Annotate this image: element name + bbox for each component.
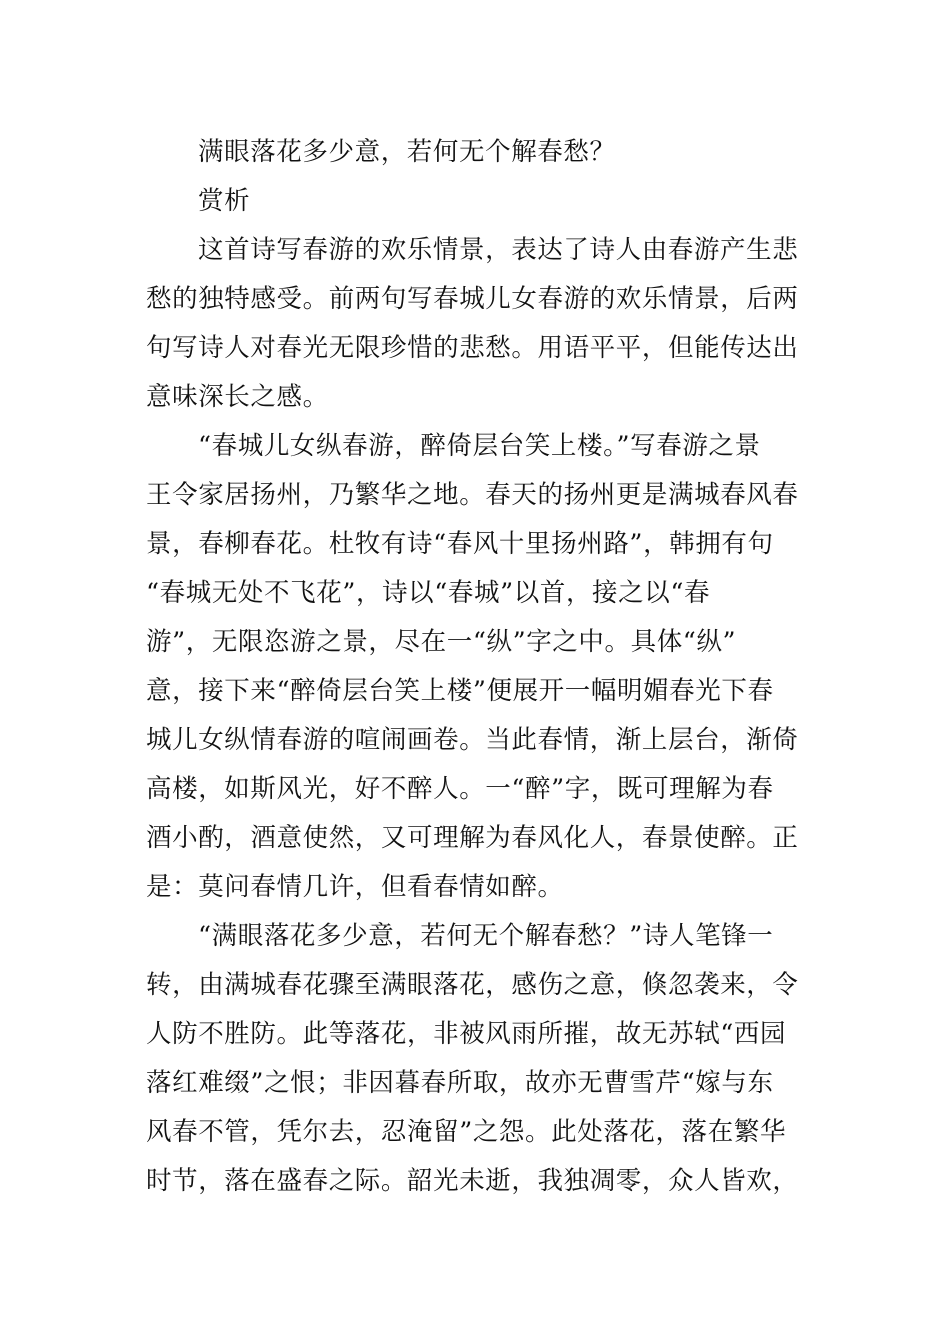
text-line: 愁的独特感受。前两句写春城儿女春游的欢乐情景，后两: [146, 284, 799, 314]
text-line: 风春不管，凭尔去，忍淹留”之怨。此处落花，落在繁华: [146, 1117, 787, 1147]
text-line: 这首诗写春游的欢乐情景，表达了诗人由春游产生悲: [198, 235, 799, 265]
text-line: 满眼落花多少意，若何无个解春愁？: [198, 137, 616, 167]
text-line: 句写诗人对春光无限珍惜的悲愁。用语平平，但能传达出: [146, 333, 799, 363]
text-line: “满眼落花多少意，若何无个解春愁？”诗人笔锋一: [198, 921, 774, 951]
text-line: 高楼，如斯风光，好不醉人。一“醉”字，既可理解为春: [146, 774, 774, 804]
text-line: 景，春柳春花。杜牧有诗“春风十里扬州路”，韩拥有句: [146, 529, 774, 559]
text-line: 酒小酌，酒意使然，又可理解为春风化人，春景使醉。正: [146, 823, 799, 853]
text-line: 意，接下来“醉倚层台笑上楼”便展开一幅明媚春光下春: [146, 676, 774, 706]
text-line: “春城无处不飞花”，诗以“春城”以首，接之以“春: [146, 578, 711, 608]
text-line: 人防不胜防。此等落花，非被风雨所摧，故无苏轼“西园: [146, 1019, 787, 1049]
text-line: 是：莫问春情几许，但看春情如醉。: [146, 872, 564, 902]
text-line: 时节，落在盛春之际。韶光未逝，我独凋零，众人皆欢，: [146, 1166, 799, 1196]
body-text: [146, 128, 806, 1206]
text-line: 王令家居扬州，乃繁华之地。春天的扬州更是满城春风春: [146, 480, 799, 510]
text-line: 意味深长之感。: [146, 382, 329, 412]
text-line: 落红难缀”之恨；非因暮春所取，故亦无曹雪芹“嫁与东: [146, 1068, 774, 1098]
text-line: 城儿女纵情春游的喧闹画卷。当此春情，渐上层台，渐倚: [146, 725, 799, 755]
text-line: “春城儿女纵春游，醉倚层台笑上楼。”写春游之景: [198, 431, 761, 461]
text-line: 转，由满城春花骤至满眼落花，感伤之意，倏忽袭来，令: [146, 970, 799, 1000]
text-line: 游”，无限恣游之景，尽在一“纵”字之中。具体“纵”: [146, 627, 737, 657]
section-heading: 赏析: [198, 186, 251, 216]
